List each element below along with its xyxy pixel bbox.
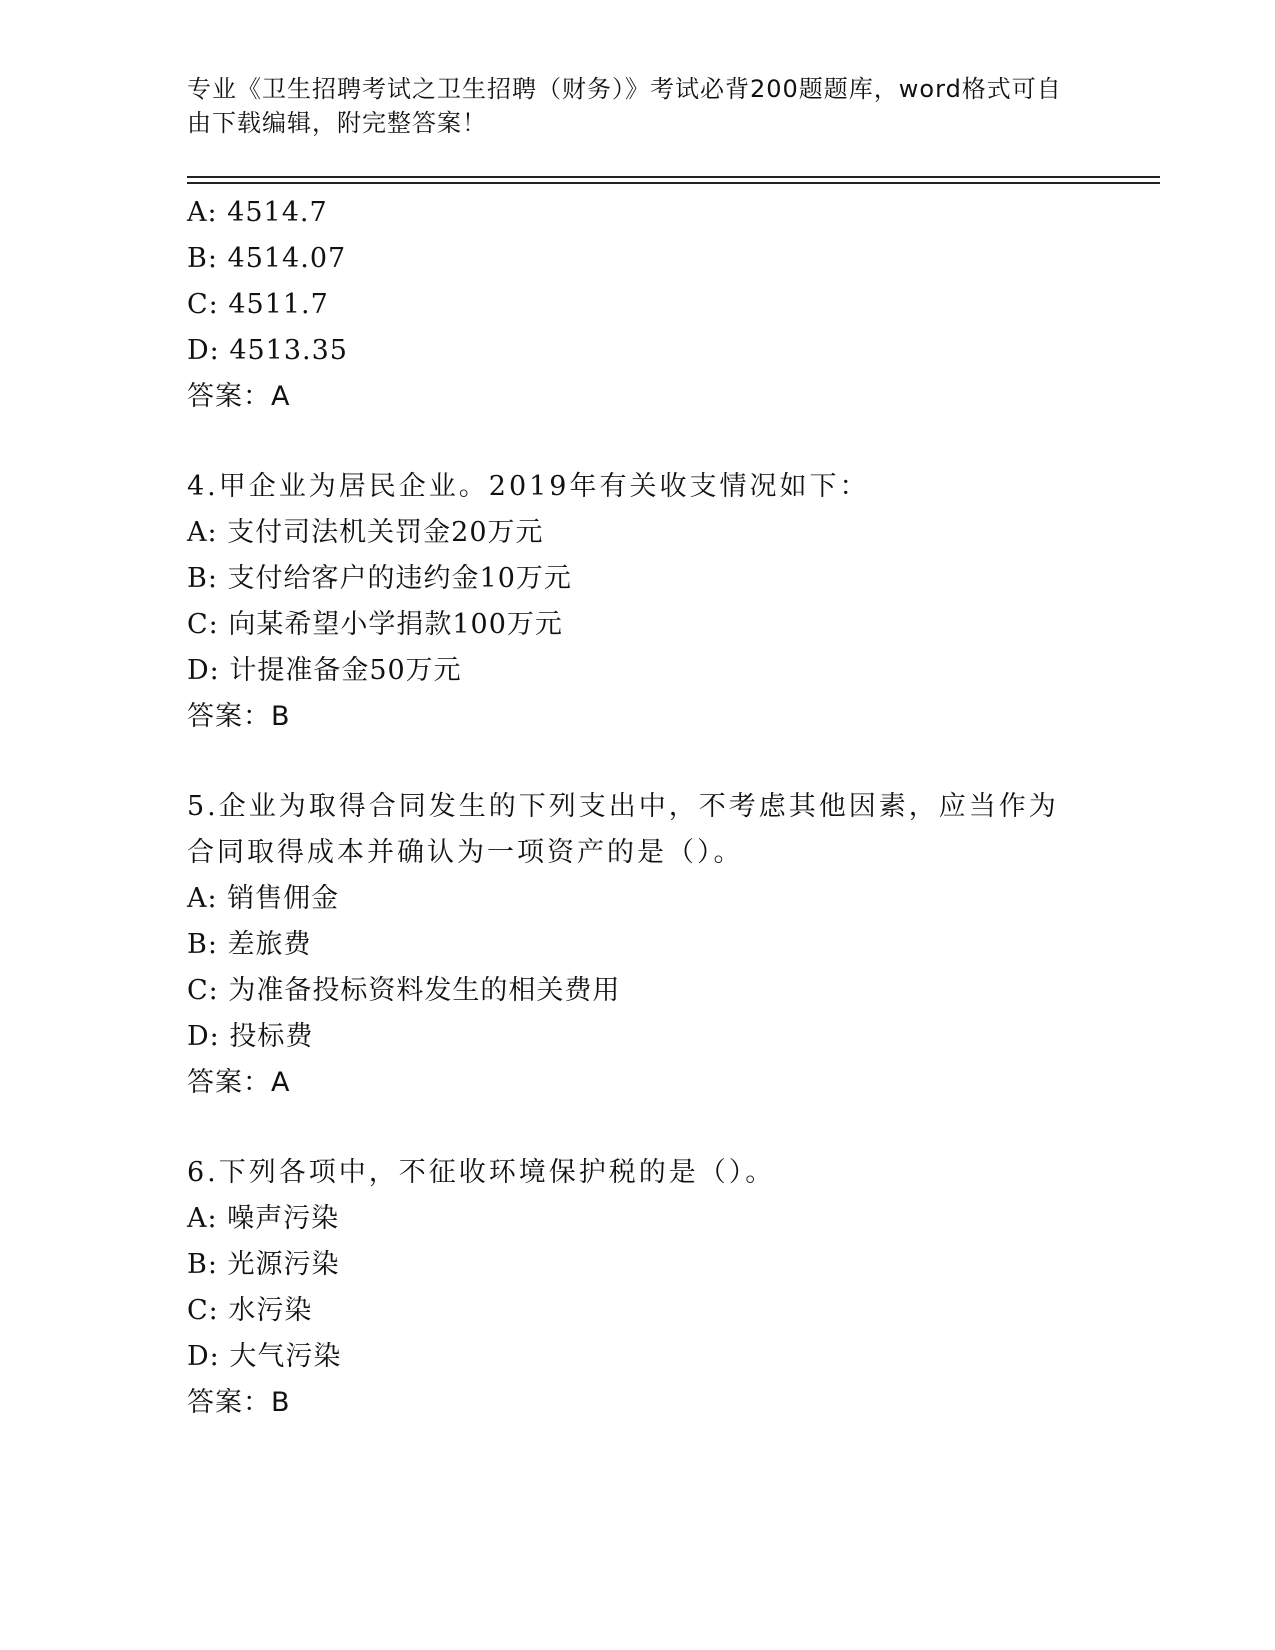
question-stem: 6.下列各项中，不征收环境保护税的是（）。 [187,1157,776,1188]
header-divider-bottom [187,182,1160,184]
option-a: A: 噪声污染 [187,1203,340,1234]
option-d: D: 计提准备金50万元 [187,655,462,686]
answer-line: 答案：B [187,1387,291,1418]
spacer [187,1106,1087,1150]
option-b: B: 光源污染 [187,1249,340,1280]
answer-line: 答案：A [187,381,291,412]
answer-line: 答案：A [187,1067,291,1098]
option-d: D: 大气污染 [187,1341,342,1372]
option-b: B: 4514.07 [187,243,347,274]
option-b: B: 差旅费 [187,929,312,960]
option-a: A: 4514.7 [187,197,328,228]
spacer [187,740,1087,784]
question-stem: 5.企业为取得合同发生的下列支出中，不考虑其他因素，应当作为合同取得成本并确认为一项资产的是（）。 [187,791,1059,868]
option-c: C: 向某希望小学捐款100万元 [187,609,563,640]
question-block-5 [187,784,1087,1106]
header-divider-top [187,176,1160,178]
header-title: 专业《卫生招聘考试之卫生招聘（财务）》考试必背200题题库，word格式可自由下载编辑，附完整答案！ [187,75,1062,137]
option-a: A: 销售佣金 [187,883,340,914]
question-stem: 4.甲企业为居民企业。2019年有关收支情况如下： [187,471,870,502]
option-a: A: 支付司法机关罚金20万元 [187,517,544,548]
question-block-6 [187,1150,1087,1426]
option-c: C: 水污染 [187,1295,313,1326]
document-header [187,72,1067,140]
answer-line: 答案：B [187,701,291,732]
option-c: C: 为准备投标资料发生的相关费用 [187,975,621,1006]
option-d: D: 4513.35 [187,335,348,366]
question-list [187,190,1087,1426]
question-block-4 [187,464,1087,740]
spacer [187,420,1087,464]
option-b: B: 支付给客户的违约金10万元 [187,563,572,594]
question-block-3 [187,190,1087,420]
option-d: D: 投标费 [187,1021,314,1052]
option-c: C: 4511.7 [187,289,329,320]
